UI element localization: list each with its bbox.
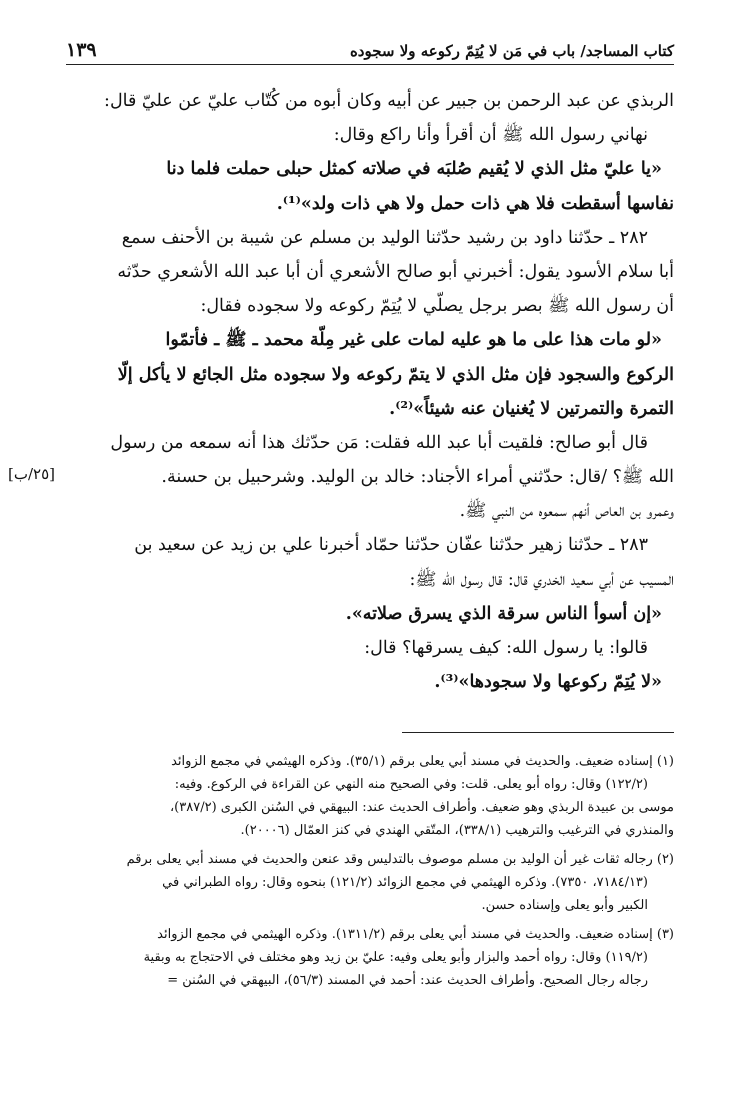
chapter-title: كتاب المساجد/ باب في مَن لا يُتِمّ ركوعه ولا سجوده bbox=[349, 42, 674, 60]
footnote-line: (٣) إسناده ضعيف. والحديث في مسند أبي يعلى برقم (١٣١١/٢). وذكره الهيثمي في مجمع الزوائد bbox=[157, 927, 674, 942]
text-line: «لو مات هذا على ما هو عليه لمات على غير مِلّة محمد ـ ﷺ ـ فأتمّوا bbox=[165, 330, 662, 351]
footnote-separator bbox=[402, 732, 674, 733]
text-line: ٢٨٢ ـ حدّثنا داود بن رشيد حدّثنا الوليد بن مسلم عن شيبة بن الأحنف سمع bbox=[121, 227, 648, 248]
running-header bbox=[66, 34, 674, 65]
text-line: المسيب عن أبي سعيد الخدري قال: قال رسول الله ﷺ: bbox=[409, 569, 674, 590]
footnotes bbox=[66, 750, 674, 992]
text-line: أبا سلام الأسود يقول: أخبرني أبو صالح الأشعري أن أبا عبد الله الأشعري حدّثه bbox=[117, 261, 674, 282]
footnote-line: (٢) رجاله ثقات غير أن الوليد بن مسلم موصوف بالتدليس وقد عنعن والحديث في مسند أبي يعلى برقم bbox=[126, 852, 674, 867]
text-line: الله ﷺ؟ /قال: حدّثني أمراء الأجناد: خالد بن الوليد. وشرحبيل بن حسنة. bbox=[161, 467, 674, 488]
footnote-line: موسى بن عبيدة الربذي وهو ضعيف. وأطراف الحديث عند: البيهقي في السُنن الكبرى (٣٨٧/٢)، bbox=[169, 800, 674, 815]
text-line: الربذي عن عبد الرحمن بن جبير عن أبيه وكان أبوه من كُتّاب عليّ عن عليّ قال: bbox=[104, 91, 674, 111]
text-line: «لا يُتِمّ ركوعها ولا سجودها»⁽³⁾. bbox=[434, 672, 662, 693]
footnote-line: (١١٩/٢) وقال: رواه أحمد والبزار وأبو يعلى وفيه: عليّ بن زيد وهو مختلف في الاحتجاج به وبقية bbox=[143, 950, 648, 965]
text-line: «إن أسوأ الناس سرقة الذي يسرق صلاته». bbox=[345, 603, 662, 624]
text-line: نفاسها أسقطت فلا هي ذات حمل ولا هي ذات ولد»⁽¹⁾. bbox=[276, 193, 674, 214]
footnote-line: (١) إسناده ضعيف. والحديث في مسند أبي يعلى برقم (٣٥/١). وذكره الهيثمي في مجمع الزوائد bbox=[171, 754, 674, 769]
text-line: وعمرو بن العاص أنهم سمعوه من النبي ﷺ. bbox=[459, 501, 674, 522]
text-line: الركوع والسجود فإن مثل الذي لا يتمّ ركوعه ولا سجوده مثل الجائع لا يأكل إلّا bbox=[117, 364, 674, 385]
text-line: نهاني رسول الله ﷺ أن أقرأ وأنا راكع وقال: bbox=[333, 125, 648, 146]
footnote-line: (١٢٢/٢) وقال: رواه أبو يعلى. قلت: وفي الصحيح منه النهي عن القراءة في الركوع. وفيه: bbox=[174, 777, 648, 792]
text-line: التمرة والتمرتين لا يُغنيان عنه شيئاً»⁽²⁾. bbox=[389, 398, 674, 419]
text-line: قال أبو صالح: فلقيت أبا عبد الله فقلت: مَن حدّثك هذا أنه سمعه من رسول bbox=[110, 432, 648, 453]
manuscript-folio-marker: [٢٥/ب] bbox=[8, 465, 56, 483]
footnote-line: الكبير وأبو يعلى وإسناده حسن. bbox=[481, 898, 648, 913]
text-line: ٢٨٣ ـ حدّثنا زهير حدّثنا عفّان حدّثنا حمّاد أخبرنا علي بن زيد عن سعيد بن bbox=[134, 535, 648, 556]
text-line: قالوا: يا رسول الله: كيف يسرقها؟ قال: bbox=[364, 638, 648, 658]
footnote-line: (٧١٨٤/١٣، ٧٣٥٠). وذكره الهيثمي في مجمع الزوائد (١٢١/٢) بنحوه وقال: رواه الطبراني في bbox=[162, 875, 648, 890]
text-line: «يا عليّ مثل الذي لا يُقيم صُلبَه في صلاته كمثل حبلى حملت فلما دنا bbox=[166, 159, 662, 180]
text-line: أن رسول الله ﷺ بصر برجل يصلّي لا يُتِمّ ركوعه ولا سجوده فقال: bbox=[200, 296, 674, 317]
footnote-line: والمنذري في الترغيب والترهيب (٣٣٨/١)، المتّقي الهندي في كنز العمّال (٢٠٠٠٦). bbox=[240, 823, 674, 838]
footnote-line: رجاله رجال الصحيح. وأطراف الحديث عند: أحمد في المسند (٥٦/٣)، البيهقي في السُنن = bbox=[167, 973, 648, 988]
page-number: ١٣٩ bbox=[66, 39, 97, 61]
main-text bbox=[66, 84, 674, 699]
